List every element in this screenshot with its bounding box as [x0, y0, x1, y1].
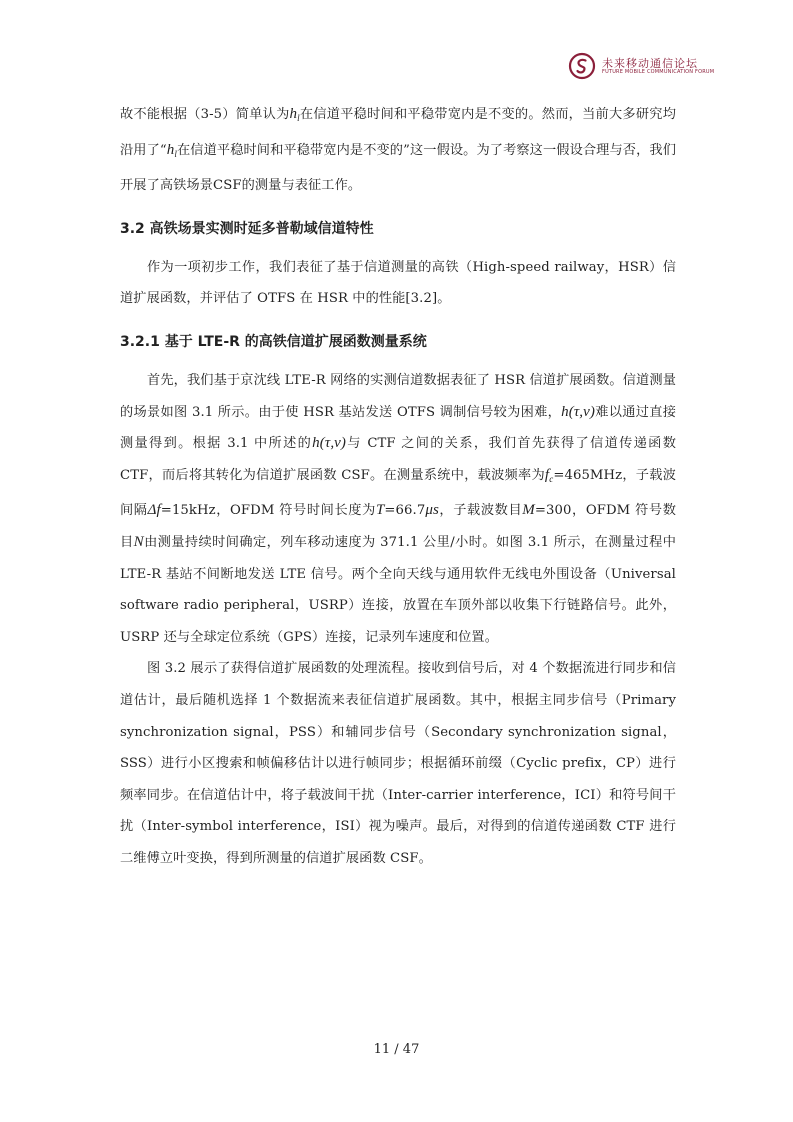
math-delta-f: Δf — [147, 502, 161, 519]
math-T: T — [375, 502, 385, 519]
forum-logo-icon — [568, 52, 596, 80]
logo-english-text: FUTURE MOBILE COMMUNICATION FORUM — [602, 69, 715, 75]
section-heading-3-2-1: 3.2.1 基于 LTE-R 的高铁信道扩展函数测量系统 — [120, 333, 427, 350]
section-heading-3-2: 3.2 高铁场景实测时延多普勒域信道特性 — [120, 220, 374, 237]
math-h-l: $h_l$ — [289, 106, 300, 123]
paragraph-2: 作为一项初步工作，我们表征了基于信道测量的高铁（High-speed railway，HSR）信道扩展函数，并评估了 OTFS 在 HSR 中的性能[3.2]。 — [120, 259, 676, 307]
page-number: 11 / 47 — [373, 1042, 420, 1057]
document-body — [120, 99, 676, 874]
math-M: M — [522, 502, 535, 519]
math-h-tau-nu: h(τ,ν) — [561, 403, 596, 420]
forum-logo — [568, 52, 718, 86]
math-h-tau-nu-2: h(τ,ν) — [312, 435, 347, 452]
math-N: N — [133, 533, 144, 550]
math-us: μs — [425, 502, 439, 519]
paragraph-4: 图 3.2 展示了获得信道扩展函数的处理流程。接收到信号后，对 4 个数据流进行同步和信道估计，最后随机选择 1 个数据流来表征信道扩展函数。其中，根据主同步信号（Primary synchronization signal，PSS）和辅同步信号（Secondary synchronization signal，SSS）进行小区搜索和帧偏移估计以进行帧同步；根据循环前缀（Cyclic prefix，CP）进行频率同步。在信道估计中，将子载波间干扰（Inter-carrier interference，ICI）和符号间干扰（Inter-symbol interference，ISI）视为噪声。最后，对得到的信道传递函数 CTF 进行二维傅立叶变换，得到所测量的信道扩展函数 CSF。 — [120, 661, 676, 866]
math-fc: $f_c$ — [544, 466, 554, 484]
logo-chinese-text: 未来移动通信论坛 — [602, 57, 698, 70]
paragraph-3: 首先，我们基于京沈线 LTE-R 网络的实测信道数据表征了 HSR 信道扩展函数。信道测量的场景如图 3.1 所示。由于使 HSR 基站发送 OTFS 调制信号较为困难，h(τ,ν)难以通过直接测量得到。根据 3.1 中所述的h(τ,ν)与 CTF 之间的关系，我们首先获得了信道传递函数 CTF，而后将其转化为信道扩展函数 CSF。在测量系统中，载波频率为$f_c=465MHz$，子载波间隔Δf=15kHz，OFDM 符号时间长度为T=66.7μs，子载波数目M=300，OFDM 符号数目N由测量持续时间确定，列车移动速度为 371.1 公里/小时。如图 3.1 所示，在测量过程中 LTE-R 基站不间断地发送 LTE 信号。两个全向天线与通用软件无线电外围设备（Universal software radio peripheral，USRP）连接，放置在车顶外部以收集下行链路信号。此外，USRP 还与全球定位系统（GPS）连接，记录列车速度和位置。 — [120, 372, 677, 645]
math-h-l-2: $h_l$ — [166, 141, 177, 159]
paragraph-1: 故不能根据（3-5）简单认为$h_l$在信道平稳时间和平稳带宽内是不变的。然而，当前大多研究均沿用了“$h_l$在信道平稳时间和平稳带宽内是不变的”这一假设。为了考察这一假设合理与否，我们开展了高铁场景CSF的测量与表征工作。 — [120, 106, 676, 194]
